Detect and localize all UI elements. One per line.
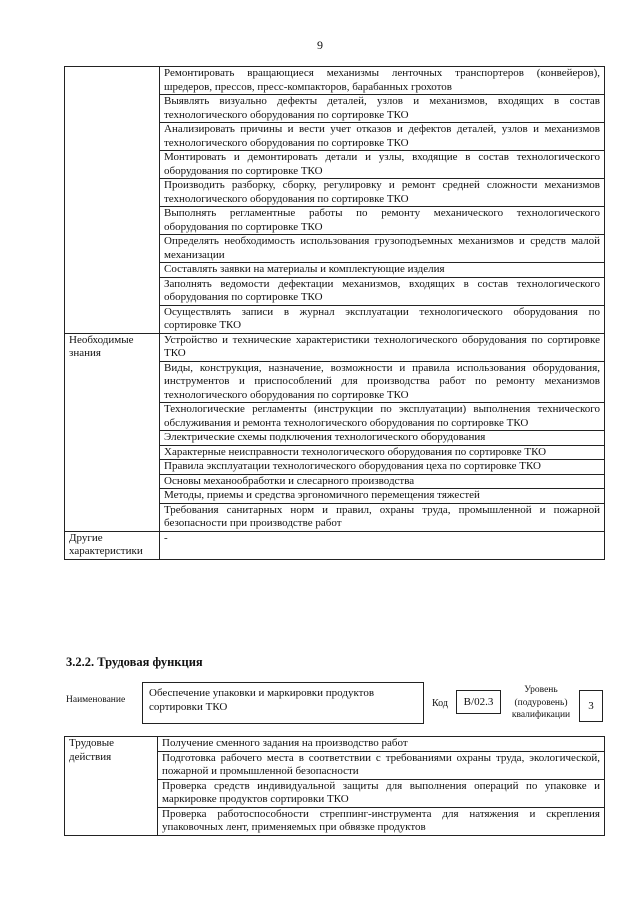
name-label: Наименование bbox=[66, 695, 126, 705]
section-heading: 3.2.2. Трудовая функция bbox=[66, 655, 203, 669]
table-row bbox=[65, 67, 605, 95]
skill-item: Составлять заявки на материалы и комплектующие изделия bbox=[160, 263, 605, 278]
skill-item: Осуществлять записи в журнал эксплуатации технологического оборудования по сортировке ТКО bbox=[160, 305, 605, 333]
other-value: - bbox=[160, 531, 605, 559]
skill-item: Определять необходимость использования грузоподъемных механизмов и средств малой механизации bbox=[160, 235, 605, 263]
page-number: 9 bbox=[317, 38, 323, 52]
table-row bbox=[65, 333, 605, 361]
actions-label: Трудовые действия bbox=[65, 737, 158, 836]
knowledge-item: Характерные неисправности технологического оборудования по сортировке ТКО bbox=[160, 445, 605, 460]
skill-item: Монтировать и демонтировать детали и узлы, входящие в состав технологического оборудования по сортировке ТКО bbox=[160, 151, 605, 179]
table-row bbox=[65, 737, 605, 752]
table-row bbox=[65, 531, 605, 559]
other-label: Другие характеристики bbox=[65, 531, 160, 559]
function-header bbox=[64, 682, 605, 726]
skill-item: Выполнять регламентные работы по ремонту механического технологического оборудования по сортировке ТКО bbox=[160, 207, 605, 235]
skill-item: Заполнять ведомости дефектации механизмов, входящих в состав технологического оборудования по сортировке ТКО bbox=[160, 277, 605, 305]
labor-actions-table bbox=[64, 736, 605, 836]
knowledge-item: Методы, приемы и средства эргономичного перемещения тяжестей bbox=[160, 489, 605, 504]
skill-item: Анализировать причины и вести учет отказов и дефектов деталей, узлов и механизмов технологического оборудования по сортировке ТКО bbox=[160, 123, 605, 151]
skill-item: Выявлять визуально дефекты деталей, узлов и механизмов, входящих в состав технологического оборудования по сортировке ТКО bbox=[160, 95, 605, 123]
level-value: 3 bbox=[579, 690, 603, 722]
skills-knowledge-table bbox=[64, 66, 605, 560]
name-value: Обеспечение упаковки и маркировки продуктов сортировки ТКО bbox=[142, 682, 424, 724]
knowledge-label: Необходимые знания bbox=[65, 333, 160, 531]
knowledge-item: Требования санитарных норм и правил, охраны труда, промышленной и пожарной безопасности при производстве работ bbox=[160, 503, 605, 531]
knowledge-item: Основы механообработки и слесарного производства bbox=[160, 474, 605, 489]
knowledge-item: Электрические схемы подключения технологического оборудования bbox=[160, 431, 605, 446]
code-label: Код bbox=[432, 698, 448, 709]
action-item: Подготовка рабочего места в соответствии с требованиями охраны труда, экологической, пожарной и промышленной безопасности bbox=[158, 751, 605, 779]
knowledge-item: Технологические регламенты (инструкции по эксплуатации) выполнения технического обслуживания и ремонта технологического оборудования по сортировке ТКО bbox=[160, 403, 605, 431]
skill-item: Ремонтировать вращающиеся механизмы ленточных транспортеров (конвейеров), шредеров, прессов, пресс-компакторов, барабанных грохотов bbox=[160, 67, 605, 95]
action-item: Проверка работоспособности стреппинг-инструмента для натяжения и скрепления упаковочных лент, применяемых при обвязке продуктов bbox=[158, 807, 605, 835]
level-label: Уровень (подуровень) квалификации bbox=[511, 685, 571, 720]
skill-item: Производить разборку, сборку, регулировку и ремонт средней сложности механизмов технологического оборудования по сортировке ТКО bbox=[160, 179, 605, 207]
knowledge-item: Устройство и технические характеристики технологического оборудования по сортировке ТКО bbox=[160, 333, 605, 361]
knowledge-item: Виды, конструкция, назначение, возможности и правила использования оборудования, инструментов и приспособлений для производства работ по ремонту механизмов технологического оборудования по сортировке ТКО bbox=[160, 361, 605, 403]
code-value: B/02.3 bbox=[456, 690, 501, 714]
knowledge-item: Правила эксплуатации технологического оборудования цеха по сортировке ТКО bbox=[160, 460, 605, 475]
action-item: Получение сменного задания на производство работ bbox=[158, 737, 605, 752]
action-item: Проверка средств индивидуальной защиты для выполнения операций по упаковке и маркировке продуктов сортировки ТКО bbox=[158, 779, 605, 807]
